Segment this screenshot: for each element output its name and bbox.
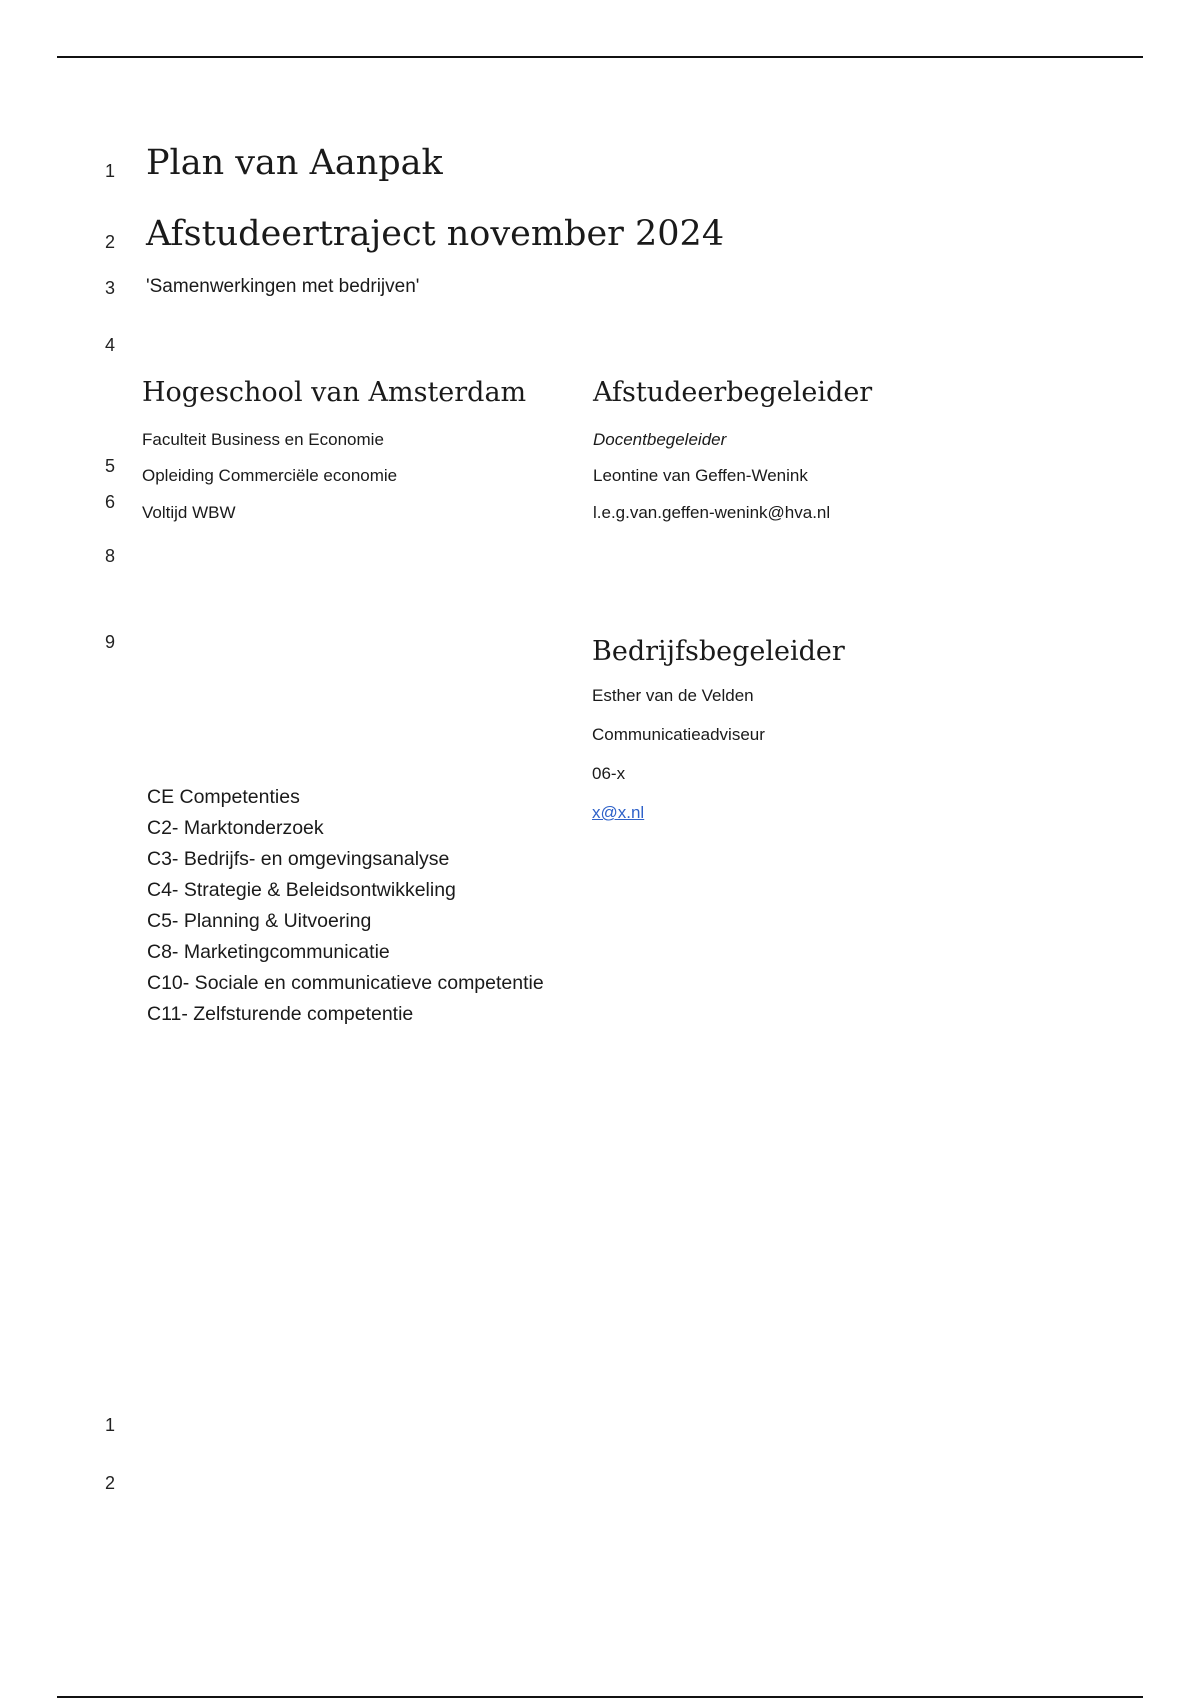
line-number: 8: [104, 546, 115, 566]
competency-item: C10- Sociale en communicatieve competentie: [147, 972, 544, 994]
line-number: 2: [104, 232, 115, 252]
supervisor-name: Leontine van Geffen-Wenink: [593, 466, 808, 485]
line-number: 9: [104, 632, 115, 652]
footer-rule: [57, 1696, 1143, 1698]
company-supervisor-phone: 06-x: [592, 764, 626, 783]
line-number: 1: [104, 1415, 115, 1435]
line-number: 3: [104, 278, 115, 298]
school-faculty: Faculteit Business en Economie: [142, 430, 384, 449]
competency-item: C3- Bedrijfs- en omgevingsanalyse: [147, 848, 450, 870]
line-number: 6: [104, 492, 115, 512]
tagline: 'Samenwerkingen met bedrijven': [146, 276, 420, 297]
competency-item: C5- Planning & Uitvoering: [147, 910, 372, 932]
competency-item: C8- Marketingcommunicatie: [147, 941, 390, 963]
competencies-heading: CE Competenties: [147, 786, 300, 808]
page-subtitle: Afstudeertraject november 2024: [146, 214, 725, 254]
line-number: 5: [104, 456, 115, 476]
line-number: 1: [104, 161, 115, 181]
supervisor-heading: Afstudeerbegeleider: [593, 377, 873, 408]
competency-item: C2- Marktonderzoek: [147, 817, 324, 839]
school-program: Opleiding Commerciële economie: [142, 466, 398, 485]
school-mode: Voltijd WBW: [142, 503, 236, 522]
school-heading: Hogeschool van Amsterdam: [142, 377, 527, 408]
company-supervisor-name: Esther van de Velden: [592, 686, 754, 705]
competency-item: C11- Zelfsturende competentie: [147, 1003, 414, 1025]
supervisor-role: Docentbegeleider: [593, 430, 727, 449]
company-supervisor-role: Communicatieadviseur: [592, 725, 765, 744]
header-rule: [57, 56, 1143, 58]
page-title: Plan van Aanpak: [146, 143, 443, 183]
company-supervisor-email-link[interactable]: x@x.nl: [592, 803, 645, 822]
supervisor-email: l.e.g.van.geffen-wenink@hva.nl: [593, 503, 831, 522]
line-number: 4: [104, 335, 115, 355]
company-supervisor-heading: Bedrijfsbegeleider: [592, 636, 845, 667]
competency-item: C4- Strategie & Beleidsontwikkeling: [147, 879, 456, 901]
line-number: 2: [104, 1473, 115, 1493]
